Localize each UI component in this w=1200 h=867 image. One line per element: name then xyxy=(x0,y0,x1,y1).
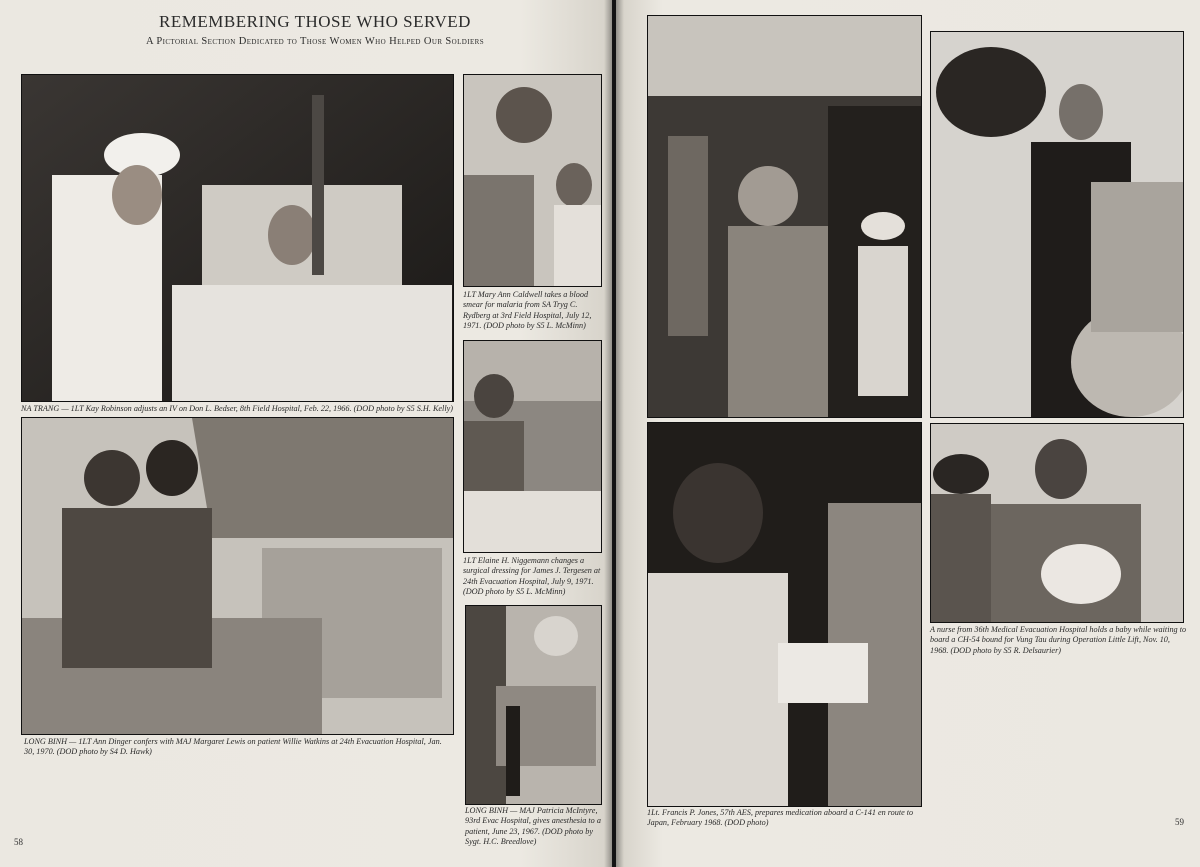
photo-market-crowd xyxy=(647,15,922,418)
caption-nurse-baby: A nurse from 36th Medical Evacuation Hospital holds a baby while waiting to board a CH-54 bound for Vung Tau during Operation Little Lift, Nov. 10, 1968. (DOD photo by S5 R. Delsaurier) xyxy=(930,625,1187,655)
caption-caldwell: 1LT Mary Ann Caldwell takes a blood smear for malaria from SA Tryg C. Rydberg at 3rd Field Hospital, July 12, 1971. (DOD photo by S5 L. McMinn) xyxy=(463,290,592,330)
photo-anesthesia xyxy=(465,605,602,805)
page-title: REMEMBERING THOSE WHO SERVED xyxy=(159,12,471,31)
caption-long-binh-2: LONG BINH — MAJ Patricia McIntyre, 93rd Evac Hospital, gives anesthesia to a patient, June 23, 1967. (DOD photo by Sygt. H.C. Breedlove) xyxy=(465,806,601,846)
page-number-right: 59 xyxy=(1175,817,1184,827)
book-spine xyxy=(604,0,624,867)
caption-nha-trang: NA TRANG — 1LT Kay Robinson adjusts an IV on Don L. Bedser, 8th Field Hospital, Feb. 22, 1966. (DOD photo by S5 S.H. Kelly) xyxy=(21,404,453,413)
photo-nurse-baby xyxy=(930,423,1184,623)
photo-long-binh-consult xyxy=(21,417,454,735)
caption-niggemann: 1LT Elaine H. Niggemann changes a surgical dressing for James J. Tergesen at 24th Evacuation Hospital, July 9, 1971. (DOD photo by S5 L. McMinn) xyxy=(463,556,601,596)
caption-long-binh-1: LONG BINH — 1LT Ann Dinger confers with MAJ Margaret Lewis on patient Willie Watkins at 24th Evacuation Hospital, Jan. 30, 1970. (DOD photo by S4 D. Hawk) xyxy=(24,737,442,757)
photo-nurse-medication xyxy=(647,422,922,807)
page-subtitle: A Pictorial Section Dedicated to Those Women Who Helped Our Soldiers xyxy=(145,36,485,47)
page-number-left: 58 xyxy=(14,837,23,847)
photo-nurse-blood-smear xyxy=(463,74,602,287)
photo-nurse-iv xyxy=(21,74,454,402)
caption-jones: 1Lt. Francis P. Jones, 57th AES, prepares medication aboard a C-141 en route to Japan, February 1968. (DOD photo) xyxy=(647,808,914,828)
photo-nurse-dressing xyxy=(463,340,602,553)
photo-woman-rope xyxy=(930,31,1184,418)
